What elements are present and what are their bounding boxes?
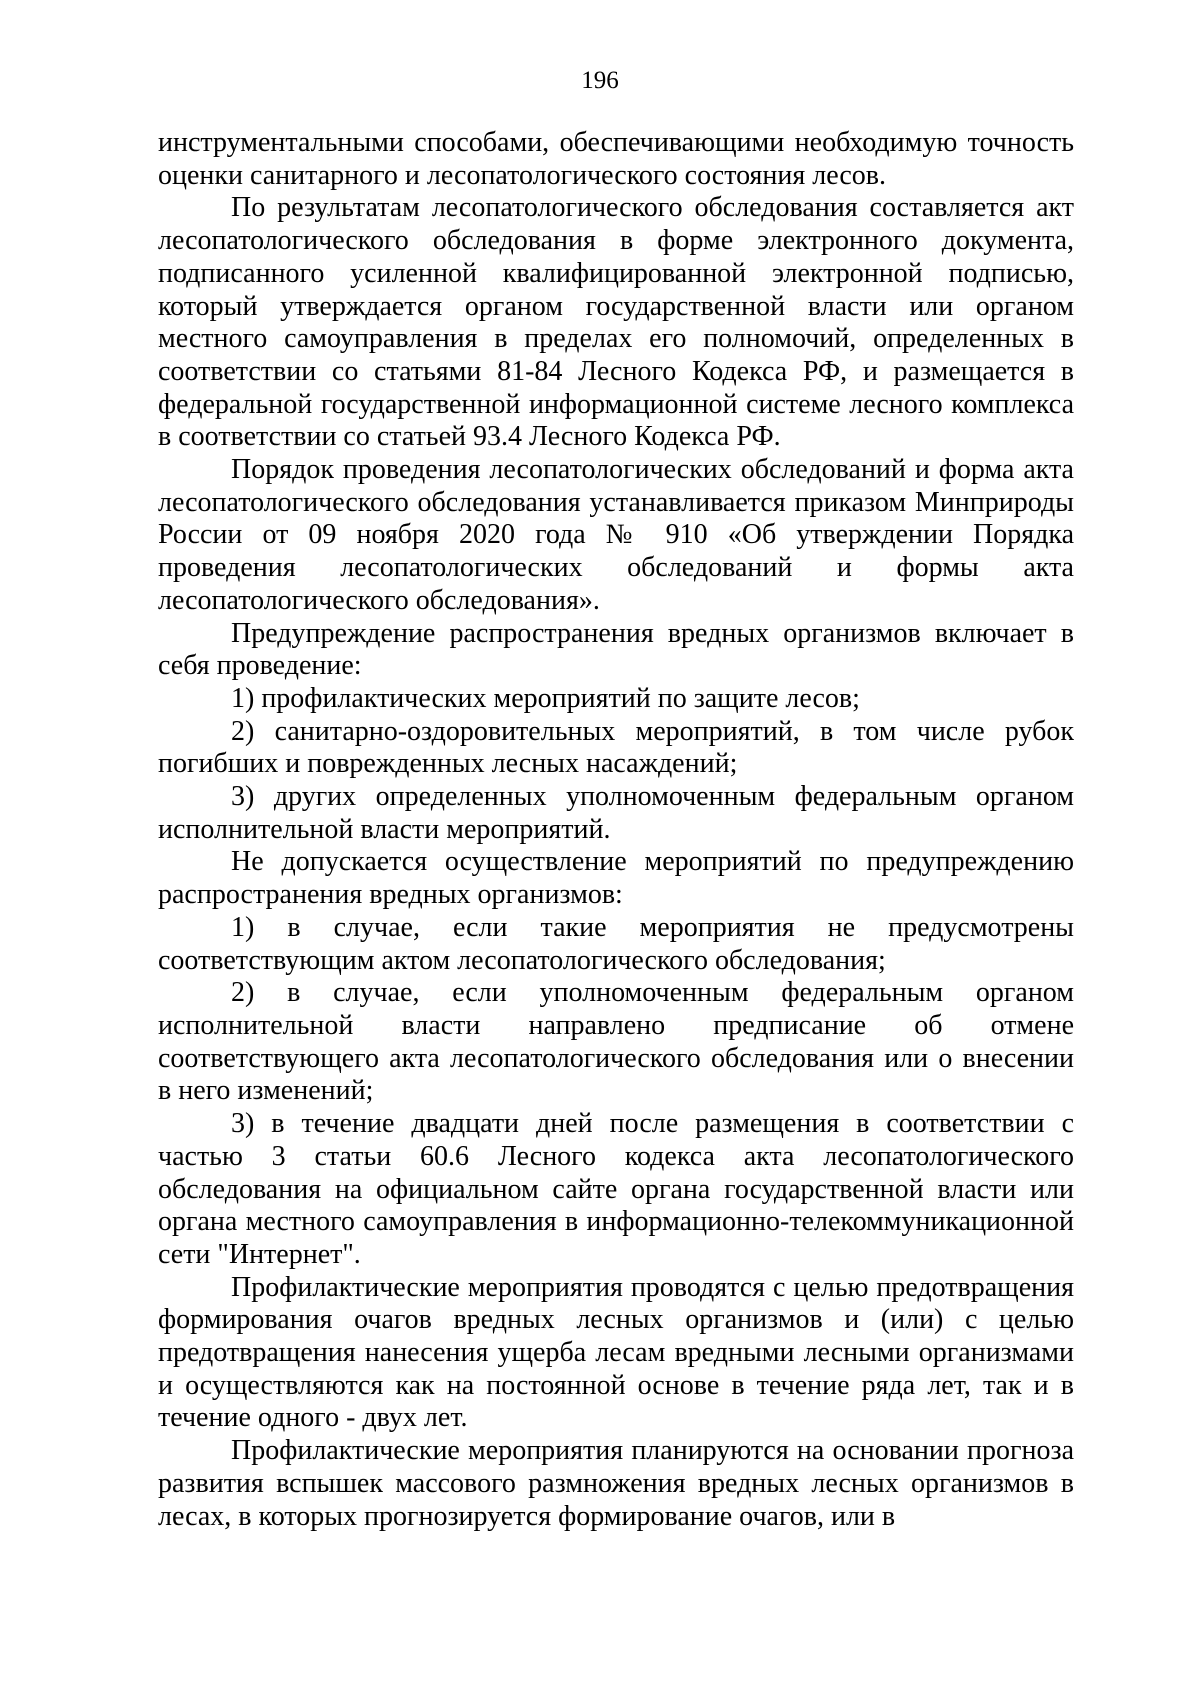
list-item-prevention-1: 1) профилактических мероприятий по защите лесов; xyxy=(231,682,860,714)
document-body xyxy=(158,127,1074,1533)
list-item-restriction-2: 2) в случае, если уполномоченным федеральным органом исполнительной власти направлено предписание об отмене соответствующего акта лесопатологического обследования или о внесении в него изменений; xyxy=(158,977,1074,1107)
list-item-restriction-3: 3) в течение двадцати дней после размещения в соответствии с частью 3 статьи 60.6 Лесного кодекса акта лесопатологического обследования на официальном сайте органа государственной власти или органа местного самоуправления в информационно-телекоммуникационной сети "Интернет". xyxy=(158,1108,1074,1270)
paragraph-continuation: инструментальными способами, обеспечивающими необходимую точность оценки санитарного и лесопатологического состояния лесов. xyxy=(158,127,1074,191)
paragraph-preventive-measures: Профилактические мероприятия проводятся с целью предотвращения формирования очагов вредных лесных организмов и (или) с целью предотвращения нанесения ущерба лесам вредными лесными организмами и осуществляются как на постоянной основе в течение ряда лет, так и в течение одного - двух лет. xyxy=(158,1271,1074,1434)
list-item-restriction-1: 1) в случае, если такие мероприятия не предусмотрены соответствующим актом лесопатологического обследования; xyxy=(158,911,1074,976)
paragraph-preventive-planning: Профилактические мероприятия планируются на основании прогноза развития вспышек массового размножения вредных лесных организмов в лесах, в которых прогнозируется формирование очагов, или в xyxy=(158,1435,1074,1532)
paragraph-inspection-act: По результатам лесопатологического обследования составляется акт лесопатологического обследования в форме электронного документа, подписанного усиленной квалифицированной электронной подписью, который утверждается органом государственной власти или органом местного самоуправления в пределах его полномочий, определенных в соответствии со статьями 81-84 Лесного Кодекса РФ, и размещается в федеральной государственной информационной системе лесного комплекса в соответствии со статьей 93.4 Лесного Кодекса РФ. xyxy=(158,192,1074,453)
list-item-prevention-3: 3) других определенных уполномоченным федеральным органом исполнительной власти мероприятий. xyxy=(158,781,1074,845)
page-number: 196 xyxy=(581,67,619,94)
list-item-prevention-2: 2) санитарно-оздоровительных мероприятий, в том числе рубок погибших и поврежденных лесных насаждений; xyxy=(158,715,1074,780)
paragraph-prevention-intro: Предупреждение распространения вредных организмов включает в себя проведение: xyxy=(158,617,1074,682)
paragraph-inspection-procedure: Порядок проведения лесопатологических обследований и форма акта лесопатологического обследования устанавливается приказом Минприроды России от 09 ноября 2020 года № 910 «Об утверждении Порядка проведения лесопатологических обследований и формы акта лесопатологического обследования». xyxy=(158,454,1074,616)
paragraph-restrictions-intro: Не допускается осуществление мероприятий по предупреждению распространения вредных организмов: xyxy=(158,846,1074,911)
